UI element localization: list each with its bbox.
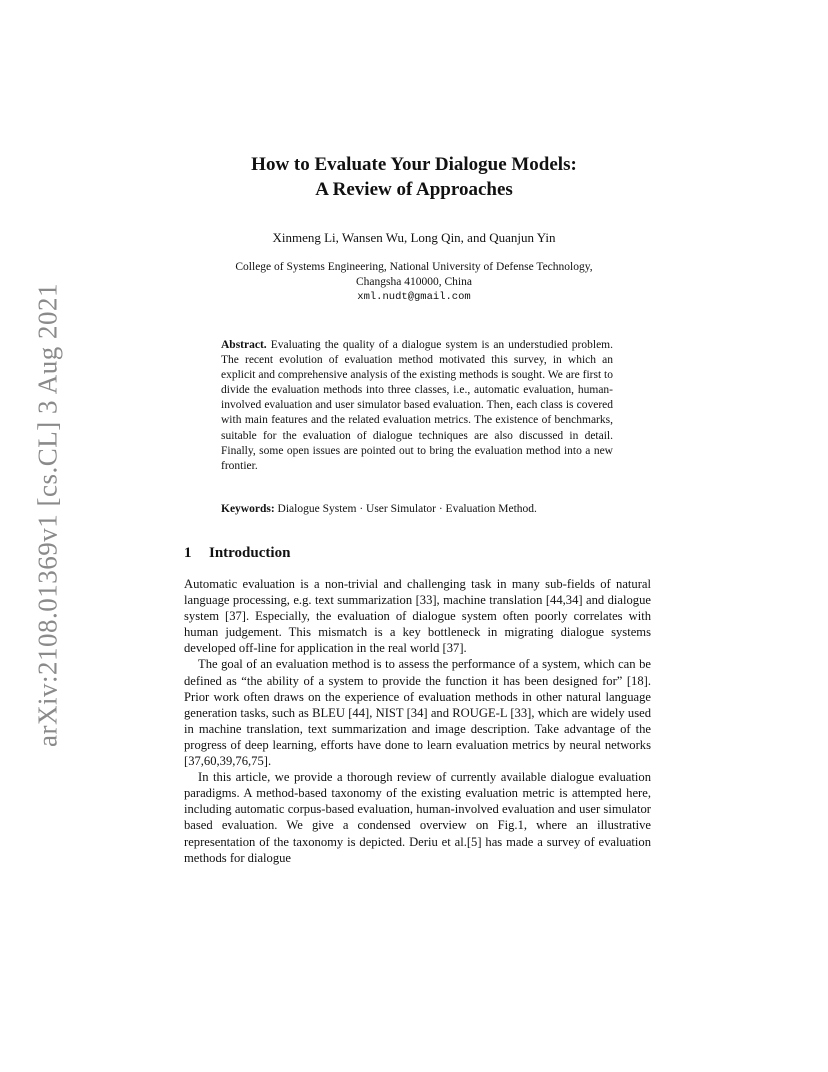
section-title: Introduction bbox=[209, 545, 291, 561]
title-line-1: How to Evaluate Your Dialogue Models: bbox=[251, 154, 577, 175]
arxiv-identifier-text: arXiv:2108.01369v1 [cs.CL] 3 Aug 2021 bbox=[32, 283, 63, 747]
paragraph: Automatic evaluation is a non-trivial and challenging task in many sub-fields of natural language processing, e.g. text summarization [33], machine translation [44,34] and dialogue system [37]. Especially, the evaluation of dialogue system often poorly correlates with human judgement. This mismatch is a key bottleneck in migrating dialogue systems developed off-line for application in the real world [37]. bbox=[184, 577, 651, 656]
paragraph: In this article, we provide a thorough review of currently available dialogue evaluation paradigms. A method-based taxonomy of the existing evaluation metric is attempted here, including automatic corpus-based evaluation, human-involved evaluation and user simulator based evaluation. We give a condensed overview on Fig.1, where an illustrative representation of the taxonomy is depicted. Deriu et al.[5] has made a survey of evaluation methods for dialogue bbox=[184, 770, 651, 865]
affiliation bbox=[0, 260, 828, 305]
body-text bbox=[184, 576, 651, 866]
paragraph: The goal of an evaluation method is to assess the performance of a system, which can be defined as “the ability of a system to provide the function it has been designed for” [18]. Prior work often draws on the experience of evaluation methods in other natural language generation tasks, such as BLEU [44], NIST [34] and ROUGE-L [33], which are widely used in machine translation, text summarization and image description. Take advantage of the progress of deep learning, efforts have done to learn evaluation metrics by neural networks [37,60,39,76,75]. bbox=[184, 657, 651, 769]
paper-title bbox=[0, 152, 828, 202]
email: xml.nudt@gmail.com bbox=[357, 291, 471, 303]
section-heading bbox=[184, 545, 290, 562]
authors: Xinmeng Li, Wansen Wu, Long Qin, and Quanjun Yin bbox=[272, 230, 556, 245]
keywords bbox=[221, 503, 621, 515]
keywords-label: Keywords: bbox=[221, 503, 275, 515]
keywords-text: Dialogue System · User Simulator · Evaluation Method. bbox=[277, 503, 537, 515]
title-line-2: A Review of Approaches bbox=[315, 179, 513, 200]
abstract-label: Abstract. bbox=[221, 339, 267, 351]
affiliation-line-1: College of Systems Engineering, National University of Defense Technology, bbox=[235, 261, 593, 273]
abstract bbox=[221, 338, 613, 474]
abstract-text: Evaluating the quality of a dialogue system is an understudied problem. The recent evolution of evaluation method motivated this survey, in which an explicit and comprehensive analysis of the existing methods is sought. We are first to divide the evaluation methods into three classes, i.e., automatic evaluation, human-involved evaluation and user simulator based evaluation. Then, each class is covered with main features and the related evaluation metrics. The existence of benchmarks, suitable for the evaluation of dialogue techniques are also discussed in detail. Finally, some open issues are pointed out to bring the evaluation method into a new frontier. bbox=[221, 339, 613, 472]
affiliation-line-2: Changsha 410000, China bbox=[356, 276, 472, 288]
section-number: 1 bbox=[184, 545, 192, 561]
